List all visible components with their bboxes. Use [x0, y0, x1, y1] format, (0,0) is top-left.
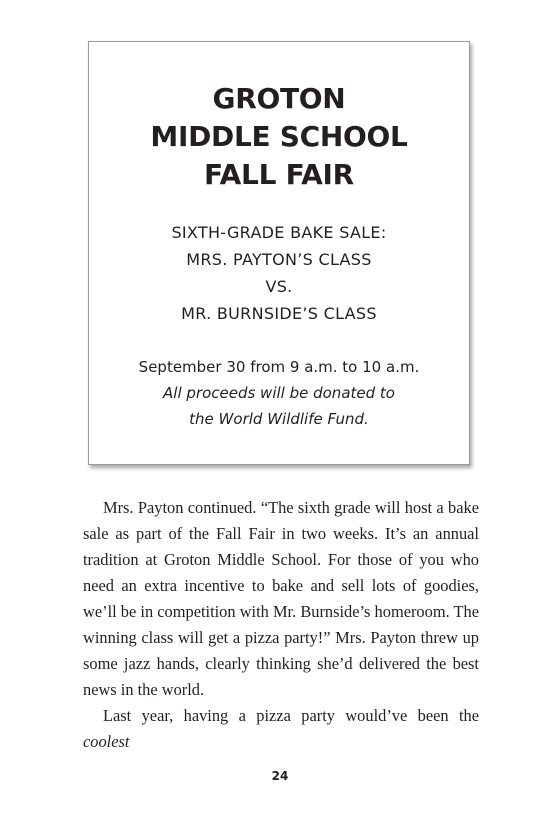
event-date-time: September 30 from 9 a.m. to 10 a.m.: [138, 358, 420, 376]
flyer-title-line: FALL FAIR: [204, 158, 354, 191]
bake-sale-line: MRS. PAYTON’S CLASS: [186, 250, 372, 269]
event-details: [89, 354, 469, 432]
paragraph-text: Last year, having a pizza party would’ve been the: [103, 706, 479, 725]
bake-sale-line: SIXTH-GRADE BAKE SALE:: [171, 223, 387, 242]
page-number: 24: [271, 769, 289, 783]
emphasized-word: coolest: [83, 732, 130, 751]
flyer-title: [89, 80, 469, 194]
flyer-title-line: GROTON: [212, 82, 346, 115]
bake-sale-line: MR. BURNSIDE’S CLASS: [181, 304, 377, 323]
paragraph: [83, 703, 479, 755]
fall-fair-flyer: [88, 41, 470, 465]
paragraph: Mrs. Payton continued. “The sixth grade will host a bake sale as part of the Fall Fair in two weeks. It’s an annual tradition at Groton Middle School. For those of you who need an extra incentive to bake and sell lots of goodies, we’ll be in competition with Mr. Burnside’s homeroom. The winning class will get a pizza party!” Mrs. Payton threw up some jazz hands, clearly thinking she’d delivered the best news in the world.: [83, 498, 479, 699]
body-text: [83, 495, 479, 755]
proceeds-note-line: the World Wildlife Fund.: [189, 410, 369, 428]
bake-sale-line: VS.: [265, 277, 293, 296]
flyer-title-line: MIDDLE SCHOOL: [150, 120, 408, 153]
bake-sale-announcement: [89, 219, 469, 327]
proceeds-note-line: All proceeds will be donated to: [163, 384, 395, 402]
